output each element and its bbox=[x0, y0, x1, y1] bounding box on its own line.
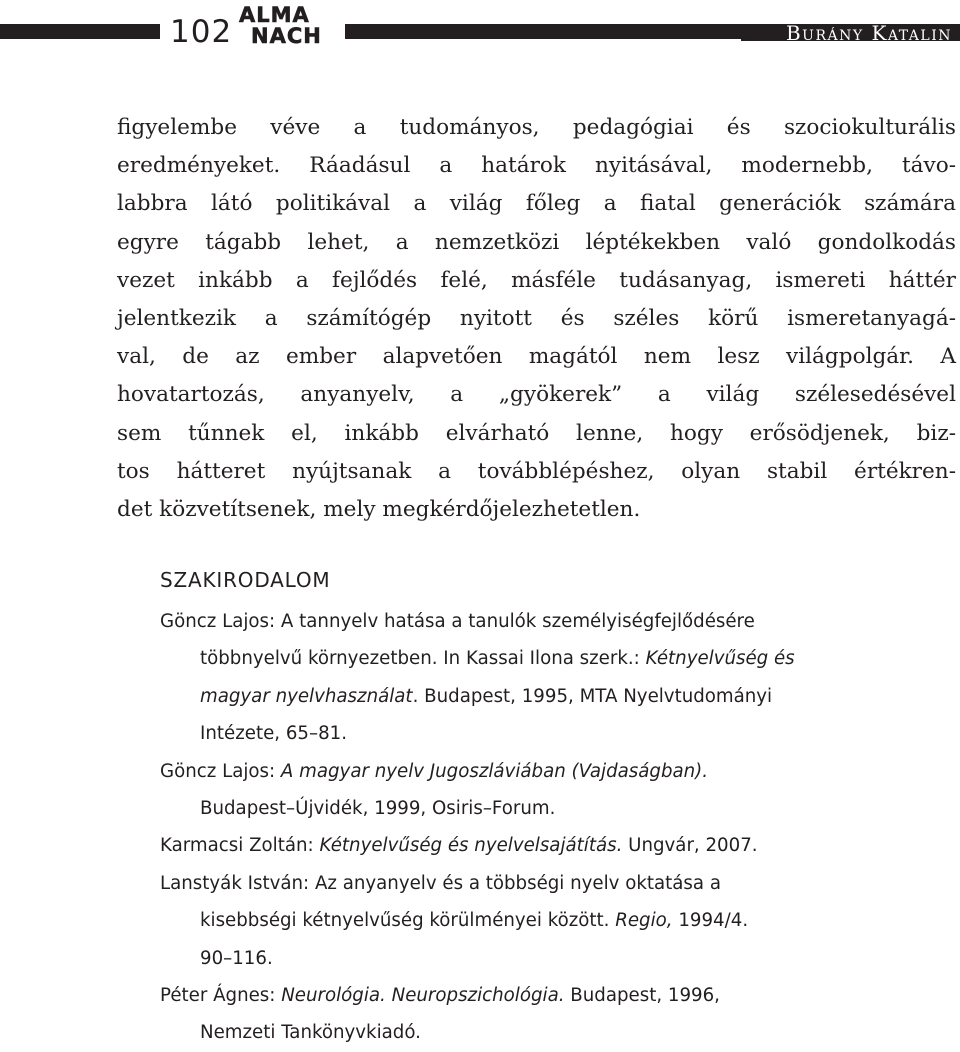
body-line: val, de az ember alapvetően magától nem lesz világpolgár. A bbox=[117, 344, 956, 370]
entry-author: Péter Ágnes: bbox=[160, 984, 282, 1006]
body-line: hovatartozás, anyanyelv, a „gyökerek” a világ szélesedésével bbox=[117, 382, 956, 408]
body-line: det közvetítsenek, mely megkérdőjelezhetetlen. bbox=[117, 496, 641, 522]
body-line: sem tűnnek el, inkább elvárható lenne, hogy erősödjenek, biz- bbox=[117, 420, 956, 446]
entry-title: A magyar nyelv Jugoszláviában (Vajdaságban). bbox=[280, 760, 709, 782]
entry-line: Göncz Lajos: A tannyelv hatása a tanulók személyiségfejlődésére bbox=[160, 611, 755, 632]
entry-text: többnyelvű környezetben. In Kassai Ilona szerk.: bbox=[200, 648, 646, 670]
almanach-logo bbox=[239, 5, 339, 55]
entry-title: Regio, bbox=[615, 910, 673, 932]
logo-line-2: NACH bbox=[251, 24, 322, 48]
bibliography-entry bbox=[160, 865, 940, 977]
body-line: vezet inkább a fejlődés felé, másféle tudásanyag, ismereti háttér bbox=[117, 267, 956, 293]
entry-line bbox=[160, 977, 940, 1014]
running-header bbox=[0, 0, 960, 66]
body-line: egyre tágabb lehet, a nemzetközi léptékekben való gondolkodás bbox=[117, 229, 956, 255]
bibliography-entry bbox=[160, 827, 940, 864]
bibliography-heading: SZAKIRODALOM bbox=[160, 568, 331, 592]
body-line: labbra látó politikával a világ főleg a fiatal generációk számára bbox=[117, 191, 956, 217]
entry-line: Lanstyák István: Az anyanyelv és a többségi nyelv oktatása a bbox=[160, 872, 721, 894]
entry-text: 1994/4. bbox=[672, 910, 749, 932]
header-rule-middle bbox=[345, 24, 741, 39]
entry-line bbox=[160, 902, 940, 939]
body-line: jelentkezik a számítógép nyitott és széles körű ismeretanyagá- bbox=[117, 305, 956, 331]
bibliography-entry bbox=[160, 603, 940, 753]
entry-author: Göncz Lajos: bbox=[160, 760, 281, 782]
entry-text: . Budapest, 1995, MTA Nyelvtudományi bbox=[412, 685, 773, 707]
body-paragraph bbox=[117, 109, 956, 529]
entry-line bbox=[160, 827, 940, 864]
entry-line: 90–116. bbox=[200, 947, 273, 969]
logo-line-1: ALMA bbox=[239, 3, 310, 27]
entry-line: Intézete, 65–81. bbox=[200, 723, 347, 745]
entry-title: Neurológia. Neuropszichológia. bbox=[281, 984, 565, 1006]
entry-title: Kétnyelvűség és bbox=[645, 648, 795, 670]
entry-line bbox=[160, 678, 940, 715]
page-number: 102 bbox=[170, 14, 233, 50]
body-line: tos hátteret nyújtsanak a továbblépéshez, olyan stabil értékren- bbox=[117, 458, 956, 484]
entry-line bbox=[160, 640, 940, 677]
body-line: figyelembe véve a tudományos, pedagógiai és szociokulturális bbox=[117, 115, 956, 140]
bibliography-entry bbox=[160, 977, 940, 1052]
bibliography-list bbox=[160, 603, 940, 1052]
entry-line: Budapest–Újvidék, 1999, Osiris–Forum. bbox=[200, 797, 556, 819]
entry-line bbox=[160, 753, 940, 790]
entry-text: kisebbségi kétnyelvűség körülményei között. bbox=[200, 910, 616, 932]
header-rule-left bbox=[0, 24, 160, 39]
running-author: Burány Katalin bbox=[785, 21, 952, 45]
entry-text: Ungvár, 2007. bbox=[622, 835, 758, 857]
entry-title: Kétnyelvűség és nyelvelsajátítás. bbox=[319, 835, 623, 857]
entry-text: Budapest, 1996, bbox=[564, 984, 720, 1006]
entry-title: magyar nyelvhasználat bbox=[200, 685, 413, 707]
entry-author: Karmacsi Zoltán: bbox=[160, 835, 320, 857]
entry-line: Nemzeti Tankönyvkiadó. bbox=[200, 1022, 421, 1044]
bibliography-entry bbox=[160, 753, 940, 828]
body-line: eredményeket. Ráadásul a határok nyitásával, modernebb, távo- bbox=[117, 153, 956, 179]
